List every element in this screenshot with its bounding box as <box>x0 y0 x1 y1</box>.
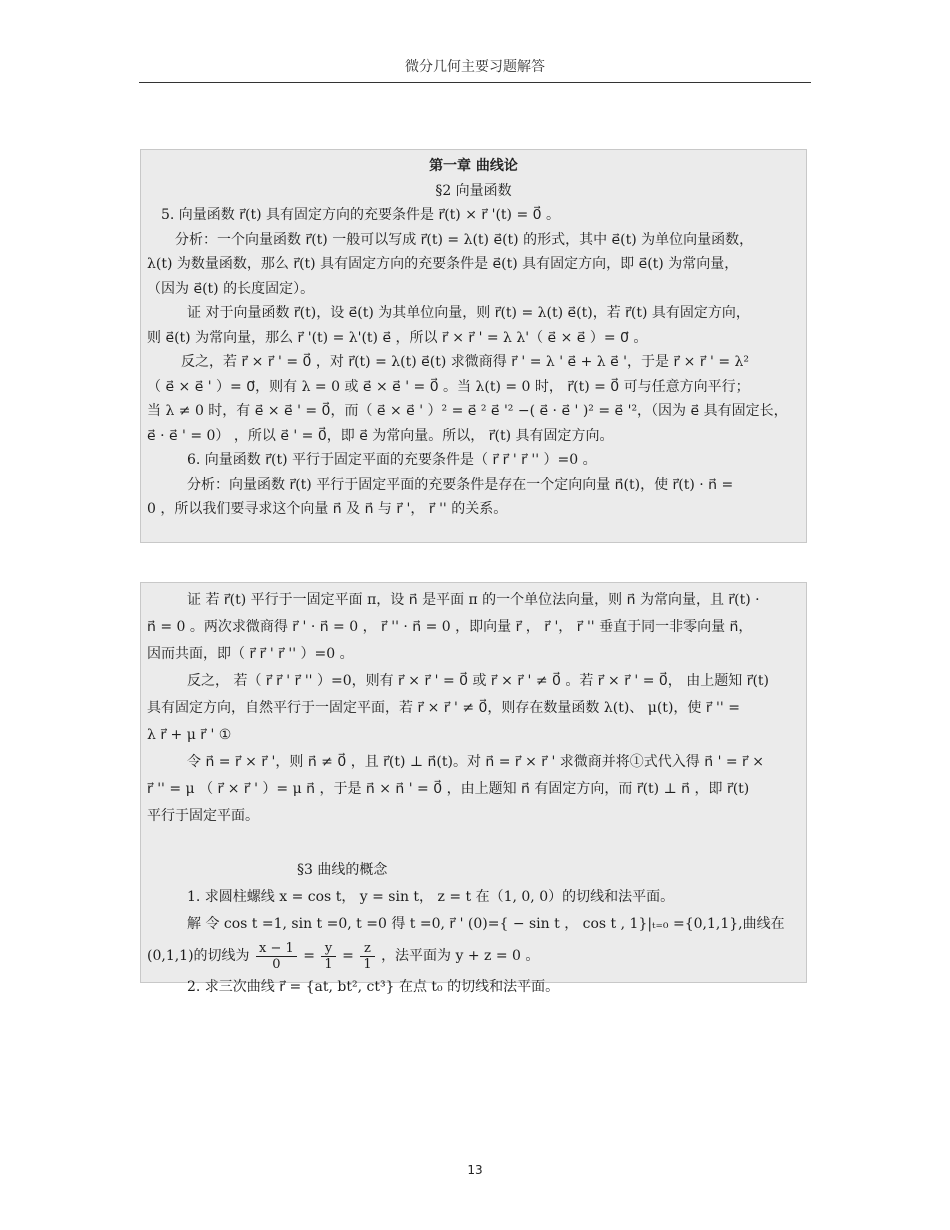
fraction-z <box>360 941 374 972</box>
proof-line: 当 λ ≠ 0 时，有 e⃗ × e⃗ ' = 0⃗，而（ e⃗ × e⃗ ' ）² = e⃗ ² e⃗ '² −( e⃗ · e⃗ ' )² = e⃗ '²，（因为 e⃗ 具有固定长， <box>147 403 788 419</box>
proof-line: 证 若 r⃗(t) 平行于一固定平面 π，设 n⃗ 是平面 π 的一个单位法向量，则 n⃗ 为常向量，且 r⃗(t) · <box>187 592 760 608</box>
tangent-prefix: (0,1,1)的切线为 <box>147 948 250 964</box>
analysis-line: λ(t) 为数量函数，那么 r⃗(t) 具有固定方向的充要条件是 e⃗(t) 具有固定方向，即 e⃗(t) 为常向量， <box>147 256 739 272</box>
header-rule <box>139 82 811 83</box>
fraction-denominator: 0 <box>272 956 281 972</box>
proof-line: 证 对于向量函数 r⃗(t)，设 e⃗(t) 为其单位向量，则 r⃗(t) = λ(t) e⃗(t)，若 r⃗(t) 具有固定方向， <box>187 305 750 321</box>
proof-line: 反之，若 r⃗ × r⃗ ' = 0⃗ ，对 r⃗(t) = λ(t) e⃗(t) 求微商得 r⃗ ' = λ ' e⃗ + λ e⃗ '，于是 r⃗ × r⃗ ' = λ² <box>181 354 749 370</box>
fraction-y <box>321 941 335 972</box>
fraction-numerator: z <box>360 941 374 957</box>
spacer <box>147 830 800 857</box>
proof-line: 令 n⃗ = r⃗ × r⃗ '，则 n⃗ ≠ 0⃗ ，且 r⃗(t) ⊥ n⃗(t)。对 n⃗ = r⃗ × r⃗ ' 求微商并将①式代入得 n⃗ ' = r⃗ × <box>187 754 764 770</box>
proof-line: λ r⃗ + μ r⃗ ' ① <box>147 727 232 743</box>
equals-sign: = <box>303 948 315 964</box>
analysis-line: 分析：一个向量函数 r⃗(t) 一般可以写成 r⃗(t) = λ(t) e⃗(t) 的形式，其中 e⃗(t) 为单位向量函数， <box>175 231 754 248</box>
proof-line: 具有固定方向，自然平行于一固定平面，若 r⃗ × r⃗ ' ≠ 0⃗，则存在数量函数 λ(t)、 μ(t)，使 r⃗ '' = <box>147 700 740 716</box>
excerpt-panel-1 <box>140 149 807 543</box>
proof-line: n⃗ = 0 。两次求微商得 r⃗ ' · n⃗ = 0 ， r⃗ '' · n⃗ = 0 ，即向量 r⃗ ， r⃗ '， r⃗ '' 垂直于同一非零向量 n⃗， <box>147 619 753 635</box>
problem-6-statement: 6. 向量函数 r⃗(t) 平行于固定平面的充要条件是（ r⃗ r⃗ ' r⃗ '' ）=0 。 <box>187 452 597 468</box>
fraction-denominator: 1 <box>363 956 372 972</box>
section-title: §2 向量函数 <box>435 182 512 199</box>
section-title: §3 曲线的概念 <box>297 862 388 878</box>
analysis-line: 0 ，所以我们要寻求这个向量 n⃗ 及 n⃗ 与 r⃗ '， r⃗ '' 的关系。 <box>147 501 508 517</box>
excerpt-panel-2 <box>140 582 807 995</box>
proof-line: 平行于固定平面。 <box>147 808 259 824</box>
problem-1-statement: 1. 求圆柱螺线 x = cos t， y = sin t， z = t 在（1, 0, 0）的切线和法平面。 <box>187 889 675 905</box>
proof-line: （ e⃗ × e⃗ ' ）= 0⃗，则有 λ = 0 或 e⃗ × e⃗ ' = 0⃗ 。当 λ(t) = 0 时， r⃗(t) = 0⃗ 可与任意方向平行； <box>147 378 750 395</box>
fraction-numerator: y <box>321 941 335 957</box>
equals-sign: = <box>342 948 354 964</box>
page-number: 13 <box>467 1163 483 1177</box>
analysis-line: 分析：向量函数 r⃗(t) 平行于固定平面的充要条件是存在一个定向向量 n⃗(t)，使 r⃗(t) · n⃗ = <box>187 476 734 493</box>
proof-line: r⃗ '' = μ （ r⃗ × r⃗ ' ）= μ n⃗ ，于是 n⃗ × n⃗ ' = 0⃗ ，由上题知 n⃗ 有固定方向，而 r⃗(t) ⊥ n⃗ ，即 r⃗(t) <box>147 781 750 797</box>
proof-line: 反之， 若（ r⃗ r⃗ ' r⃗ '' ）=0，则有 r⃗ × r⃗ ' = 0⃗ 或 r⃗ × r⃗ ' ≠ 0⃗ 。若 r⃗ × r⃗ ' = 0⃗， 由上题知 r⃗(t) <box>187 673 769 689</box>
analysis-line: （因为 e⃗(t) 的长度固定）。 <box>147 280 315 297</box>
running-header: 微分几何主要习题解答 <box>405 59 545 75</box>
proof-line: e⃗ · e⃗ ' = 0） ，所以 e⃗ ' = 0⃗，即 e⃗ 为常向量。所以， r⃗(t) 具有固定方向。 <box>147 427 614 444</box>
problem-5-statement: 5. 向量函数 r⃗(t) 具有固定方向的充要条件是 r⃗(t) × r⃗ '(t) = 0⃗ 。 <box>161 207 560 223</box>
proof-line: 因而共面，即（ r⃗ r⃗ ' r⃗ '' ）=0 。 <box>147 646 354 662</box>
chapter-title: 第一章 曲线论 <box>429 158 518 174</box>
fraction-x <box>256 941 297 972</box>
fraction-denominator: 1 <box>324 956 333 972</box>
proof-line: 则 e⃗(t) 为常向量，那么 r⃗ '(t) = λ'(t) e⃗ ，所以 r⃗ × r⃗ ' = λ λ'（ e⃗ × e⃗ ）= 0⃗ 。 <box>147 329 648 346</box>
tangent-line-equation <box>147 938 800 974</box>
normal-plane-text: ，法平面为 y + z = 0 。 <box>381 948 540 964</box>
problem-2-statement: 2. 求三次曲线 r⃗ = {at, bt², ct³} 在点 t₀ 的切线和法平面。 <box>187 979 560 995</box>
solution-line: 解 令 cos t =1, sin t =0, t =0 得 t =0, r⃗ ' (0)={ − sin t ， cos t , 1}|ₜ₌₀ ={0,1,1},曲线在 <box>187 916 785 932</box>
fraction-numerator: x − 1 <box>256 941 297 957</box>
